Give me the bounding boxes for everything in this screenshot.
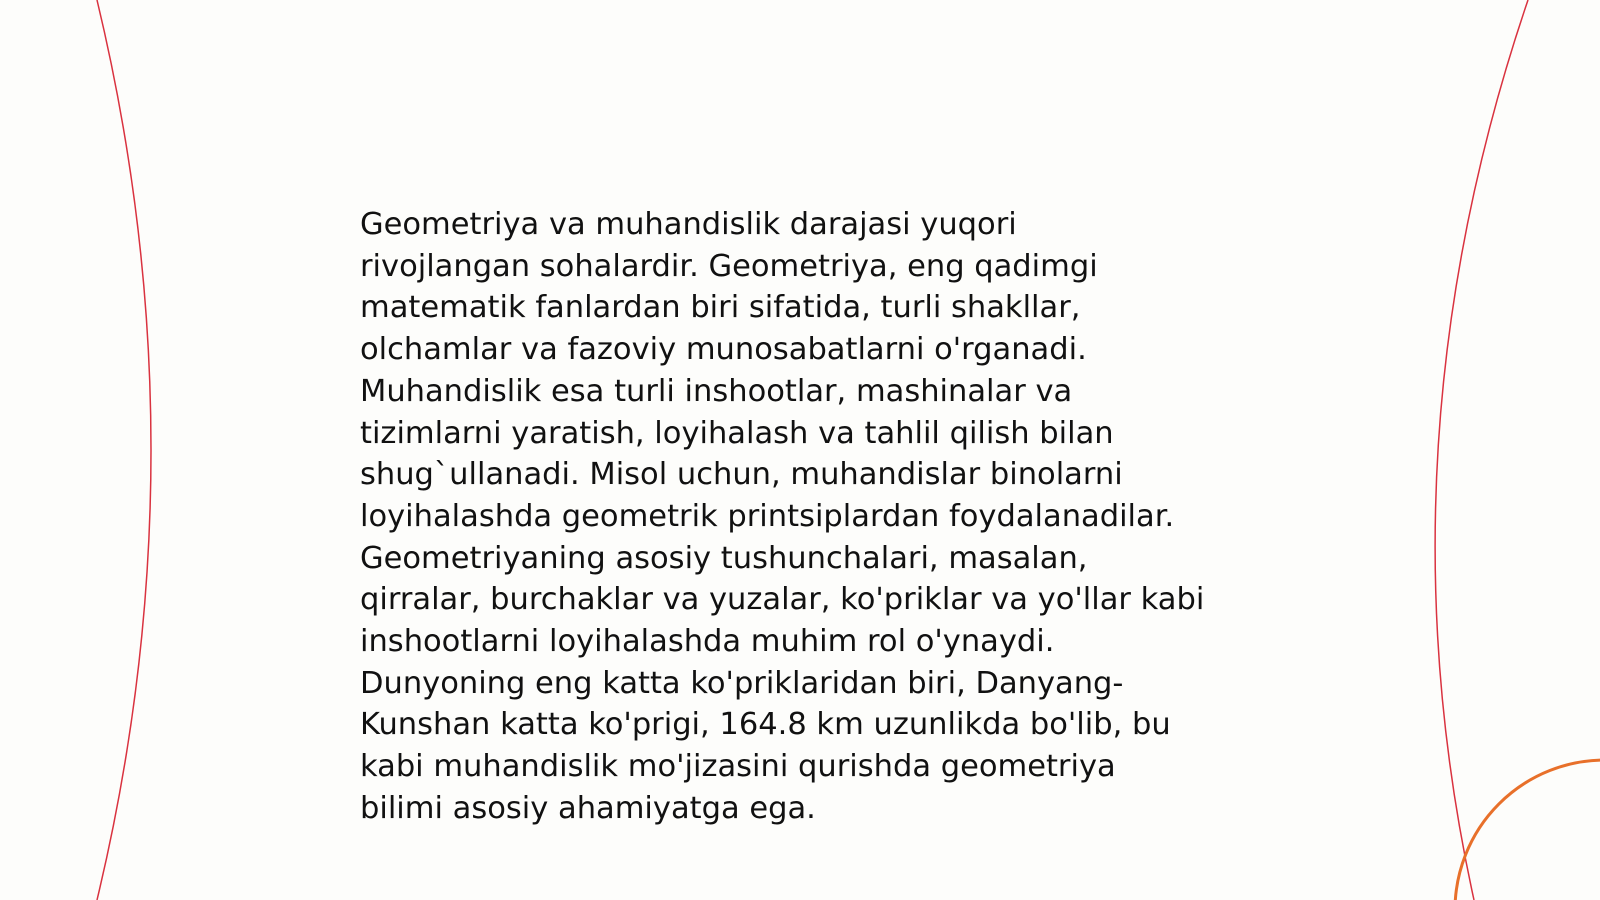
text-line: rivojlangan sohalardir. Geometriya, eng qadimgi xyxy=(360,248,1098,284)
text-line: Geometriyaning asosiy tushunchalari, masalan, xyxy=(360,540,1088,576)
text-line: bilimi asosiy ahamiyatga ega. xyxy=(360,790,816,826)
text-line: matematik fanlardan biri sifatida, turli shakllar, xyxy=(360,290,1081,326)
text-line: tizimlarni yaratish, loyihalash va tahlil qilish bilan xyxy=(360,415,1114,451)
text-line: Dunyoning eng katta ko'priklaridan biri, Danyang- xyxy=(360,665,1124,701)
slide-body-text xyxy=(360,204,1260,830)
text-line: olchamlar va fazoviy munosabatlarni o'rganadi. xyxy=(360,332,1087,368)
text-line: kabi muhandislik mo'jizasini qurishda geometriya xyxy=(360,749,1116,785)
accent-circle xyxy=(1455,760,1600,900)
text-line: inshootlarni loyihalashda muhim rol o'ynaydi. xyxy=(360,624,1055,660)
right-arc-line xyxy=(1435,0,1528,900)
text-line: Muhandislik esa turli inshootlar, mashinalar va xyxy=(360,373,1073,409)
text-line: qirralar, burchaklar va yuzalar, ko'priklar va yo'llar kabi xyxy=(360,582,1205,618)
text-line: loyihalashda geometrik printsiplardan foydalanadilar. xyxy=(360,498,1175,534)
text-line: Geometriya va muhandislik darajasi yuqori xyxy=(360,207,1017,242)
text-line: Kunshan katta ko'prigi, 164.8 km uzunlikda bo'lib, bu xyxy=(360,707,1171,743)
text-line: shug`ullanadi. Misol uchun, muhandislar binolarni xyxy=(360,457,1123,493)
left-arc-line xyxy=(97,0,151,900)
